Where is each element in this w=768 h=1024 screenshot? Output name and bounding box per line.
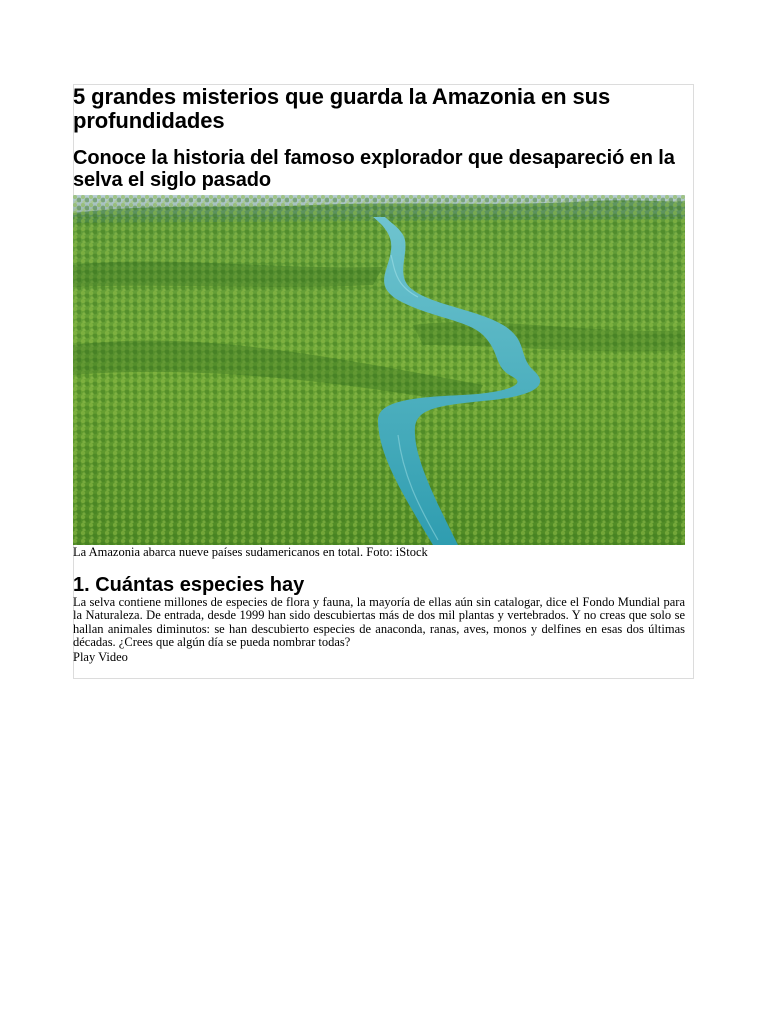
article-content	[73, 84, 685, 664]
section-body	[73, 596, 685, 650]
body-rest: contiene millones de especies de flora y fauna, la mayoría de ellas aún sin catalogar, dice el Fondo Mundial para la Naturaleza. De entrada, desde 1999 han sido descubiertas más de dos mil plantas y vertebrados. Y no creas que solo se hallan animales diminutos: se han descubierto especies de anaconda, ranas, aves, monos y delfines en esas dos últimas décadas. ¿Crees que algún día se pueda nombrar todas?	[73, 595, 686, 650]
article-subtitle: Conoce la historia del famoso explorador que desapareció en la selva el siglo pasado	[73, 147, 675, 191]
image-caption: La Amazonia abarca nueve países sudamericanos en total. Foto: iStock	[73, 545, 428, 559]
article-title: 5 grandes misterios que guarda la Amazonia en sus profundidades	[73, 84, 611, 133]
body-lead: La	[73, 595, 90, 609]
selva-link[interactable]: selva	[89, 595, 116, 609]
play-video-link[interactable]: Play Video	[73, 649, 128, 664]
amazon-river-photo	[73, 195, 685, 545]
section-heading: 1. Cuántas especies hay	[73, 574, 305, 596]
